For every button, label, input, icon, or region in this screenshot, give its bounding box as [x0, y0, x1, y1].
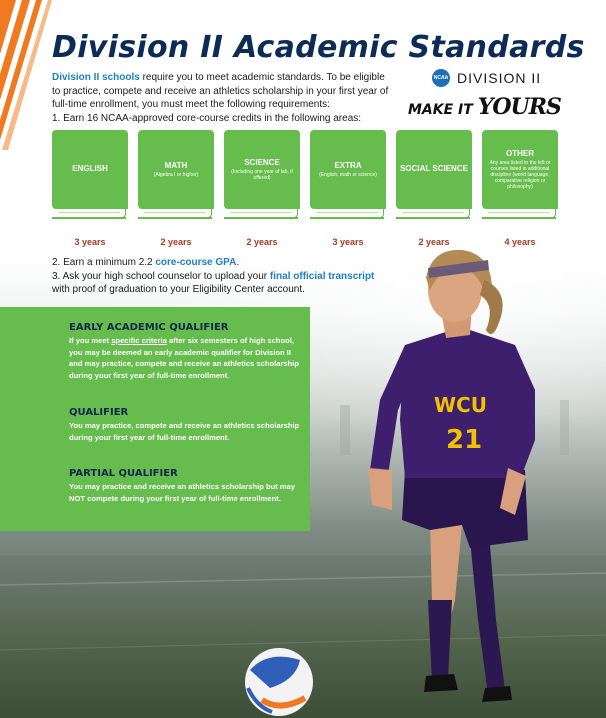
book-subtitle: (Including one year of lab, if offered) — [231, 169, 293, 181]
specific-criteria-link[interactable]: specific criteria — [111, 336, 167, 345]
book-title: OTHER — [506, 149, 534, 158]
qualifier-heading: QUALIFIER — [69, 407, 129, 418]
requirement-3-suffix: with proof of graduation to your Eligibility Center account. — [52, 284, 305, 295]
core-course-gpa-link[interactable]: core-course GPA — [155, 257, 237, 268]
book-subtitle: Any area listed to the left or courses listed in additional discipline (world language, comparative religion or philosophy) — [489, 160, 551, 190]
requirement-3-text: 3. Ask your high school counselor to upload your — [52, 271, 270, 282]
jersey-number: 21 — [446, 425, 483, 455]
years-english: 3 years — [74, 237, 106, 247]
book-subtitle: (Algebra I or higher) — [153, 172, 199, 178]
early-academic-qualifier-text — [69, 335, 301, 381]
book-title: EXTRA — [334, 161, 362, 170]
years-extra: 3 years — [332, 237, 364, 247]
book-subtitle: (English, math or science) — [319, 172, 377, 178]
soccer-ball-icon — [245, 648, 313, 716]
intro-text: require you to meet academic standards. To be eligible to practice, compete and receive an athletics scholarship in your first year of full-time enrollment, you must meet the following requirements: — [52, 72, 389, 110]
years-math: 2 years — [160, 237, 192, 247]
qualifier-text: You may practice, compete and receive an athletics scholarship during your first year of full-time enrollment. — [69, 421, 300, 442]
jersey-school: WCU — [434, 393, 487, 417]
partial-qualifier-heading: PARTIAL QUALIFIER — [69, 468, 178, 479]
requirement-2-suffix: . — [236, 257, 240, 268]
early-qualifier-suffix: after six semesters of high school, you may be deemed an early academic qualifier for Division II and may practice, compete and receive an athletics scholarship during your first year of full-time enrollment. — [69, 336, 300, 380]
division-ii-schools-link[interactable]: Division II schools — [52, 72, 140, 83]
book-title: ENGLISH — [72, 164, 108, 173]
ncaa-logo-icon: NCAA — [432, 69, 450, 87]
page-title: Division II Academic Standards — [52, 30, 585, 65]
division-label: DIVISION II — [457, 70, 542, 86]
book-title: SCIENCE — [244, 158, 280, 167]
years-other: 4 years — [504, 237, 536, 247]
years-social-science: 2 years — [418, 237, 450, 247]
requirement-2-text: 2. Earn a minimum 2.2 — [52, 257, 156, 268]
final-official-transcript-link[interactable]: final official transcript — [269, 271, 375, 282]
early-qualifier-prefix: If you meet — [69, 336, 112, 345]
years-science: 2 years — [246, 237, 278, 247]
requirement-1: 1. Earn 16 NCAA-approved core-course credits in the following areas: — [52, 113, 362, 124]
partial-qualifier-text: You may practice and receive an athletics scholarship but may NOT compete during your first year of full-time enrollment. — [69, 482, 296, 503]
tagline-prefix: MAKE IT — [408, 102, 473, 118]
tagline-script: YOURS — [477, 94, 561, 120]
book-title: MATH — [164, 161, 188, 170]
early-academic-qualifier-heading: EARLY ACADEMIC QUALIFIER — [69, 322, 229, 333]
book-title: SOCIAL SCIENCE — [400, 164, 468, 173]
